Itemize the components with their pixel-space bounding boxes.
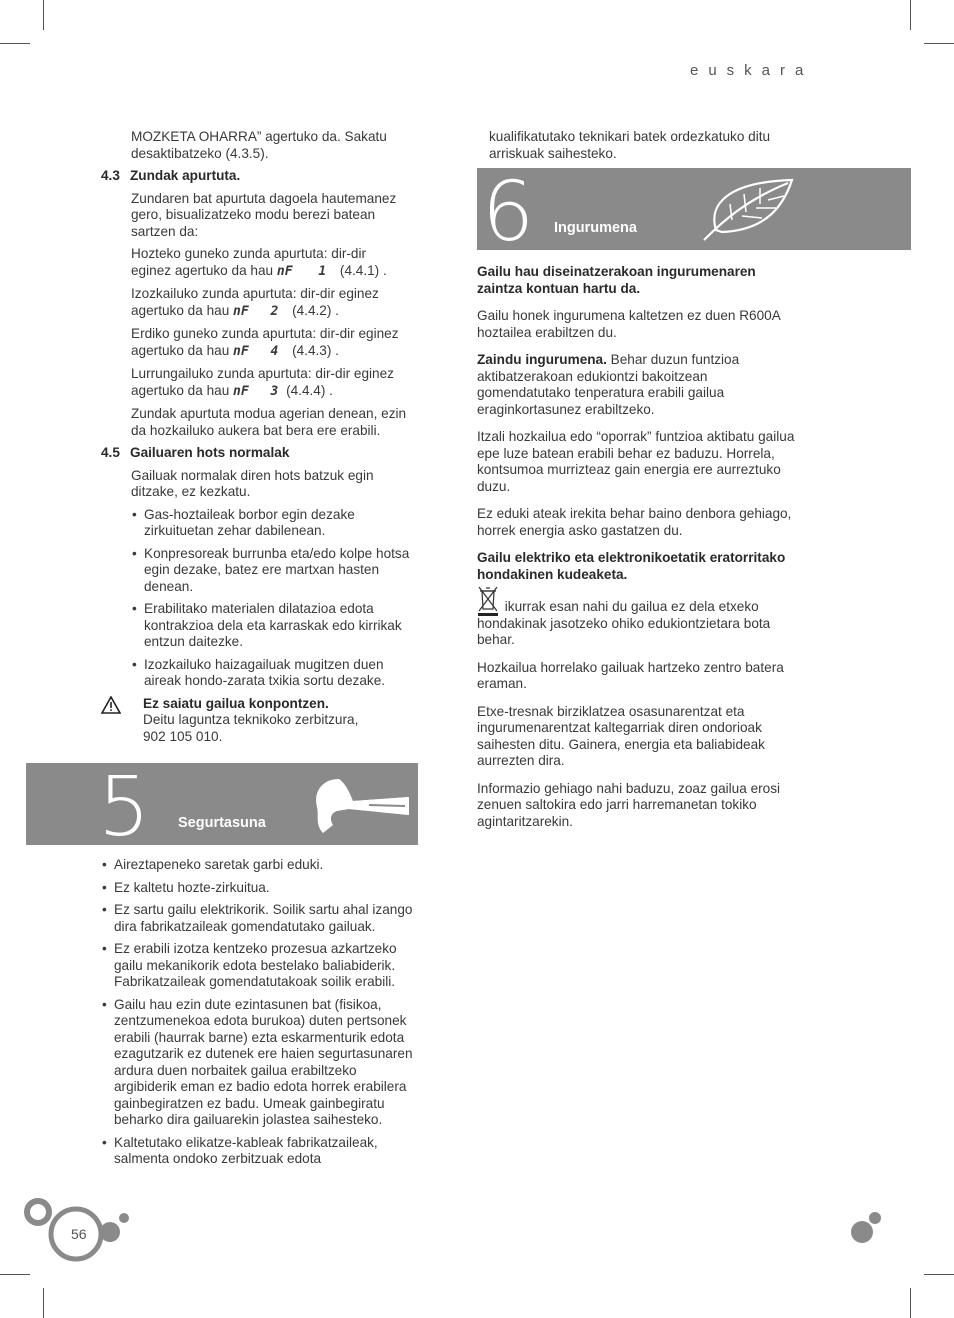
display-code-prefix: nF	[233, 303, 249, 319]
crop-mark	[0, 1274, 30, 1275]
warning-phone: 902 105 010.	[143, 728, 223, 744]
paragraph	[477, 352, 799, 418]
paragraph: Itzali hozkailua edo “oporrak” funtzioa aktibatu gailua epe luze batean erabili behar ez baduzu. Horrela, kontsumoa murrizteaz gain energia ere aurreztuko duzu.	[477, 429, 795, 494]
right-intro-block	[489, 129, 799, 168]
display-code-prefix: nF	[276, 263, 293, 279]
list-item: • Izozkailuko haizagailuak mugitzen duen aireak hondo-zarata txikia sortu dezake.	[131, 657, 421, 690]
probe-line-1: Izozkailuko zunda apurtuta: dir-dir eginez	[131, 286, 379, 301]
probe-line-2: agertuko da hau	[131, 302, 230, 318]
display-code-digit: 2	[270, 303, 279, 319]
list-item: • Erabilitako materialen dilatazioa edota kontrakzioa dela eta karraskak edo kirrikak entzun daitezke.	[131, 601, 421, 651]
warning-title: Ez saiatu gailua konpontzen.	[143, 695, 329, 711]
crop-mark	[43, 0, 44, 30]
paragraph: Gailuak normalak diren hots batzuk egin ditzake, ez kezkatu.	[131, 467, 374, 499]
list-item: • Ez kaltetu hozte-zirkuitua.	[101, 880, 421, 897]
list-item: • Aireztapeneko saretak garbi eduki.	[101, 857, 421, 874]
probe-line-2: eginez agertuko da hau	[131, 262, 274, 278]
probe-line-1: Lurrungailuko zunda apurtuta: dir-dir eginez	[131, 366, 394, 381]
left-column	[101, 129, 421, 745]
left-intro: MOZKETA OHARRA” agertuko da. Sakatu desaktibatzeko (4.3.5).	[131, 129, 387, 161]
section-title: Ingurumena	[554, 220, 637, 236]
warning-note	[101, 696, 421, 746]
crop-mark	[924, 1274, 954, 1275]
paragraph: Zundak apurtuta modua agerian denean, ezin da hozkailuko aukera bat bera ere erabili.	[131, 406, 407, 438]
probe-ref: (4.4.2) .	[292, 302, 339, 318]
display-code-prefix: nF	[233, 343, 249, 359]
right-column	[477, 264, 799, 836]
crop-mark	[910, 1288, 911, 1318]
crop-mark	[43, 1288, 44, 1318]
page-number: 56	[71, 1226, 87, 1242]
probe-item	[131, 286, 421, 320]
probe-ref: (4.4.4) .	[286, 382, 333, 398]
list-item: • Gailu hau ezin dute ezintasunen bat (fisikoa, zentzumenekoa edota burukoa) duten pertsonek erabili (haurrak barne) ezta eskarmenturik edota ezagutzarik ez dutenek ere haien segurtasunaren ardura duen norbaitek gailua erabiltzeko argibiderik eman ez badio edota horrek erabilera gainbegiratzen ez badu. Umeak gainbegiratu beharko dira gailuarekin jolastea saihesteko.	[101, 997, 421, 1129]
paragraph-rest: Behar duzun funtzioa aktibatzerakoan edukiontzi bakoitzean gomendatutako tenperatura erabili gailua eraginkortasunez erabiltzeko.	[477, 352, 740, 417]
paragraph: Etxe-tresnak birziklatzea osasunarentzat eta ingurumenarentzat kaltegarriak diren ondorioak saihesten ditu. Gainera, energia eta baliabideak aurrezten dira.	[477, 703, 765, 768]
probe-line-2: agertuko da hau	[131, 342, 230, 358]
footer-decoration-right	[848, 1208, 884, 1248]
weee-bin-icon	[477, 585, 499, 617]
probe-item	[131, 326, 421, 360]
display-code-digit: 1	[318, 263, 327, 279]
section-title: Gailuaren hots normalak	[130, 445, 290, 460]
list-item: • Gas-hoztaileak borbor egin dezake zirkuituetan zehar dabilenean.	[131, 507, 421, 540]
display-code-digit: 3	[270, 383, 279, 399]
probe-ref: (4.4.3) .	[292, 342, 339, 358]
section-number: 4.3	[101, 168, 120, 183]
section-5-band	[26, 763, 418, 845]
probe-item	[131, 366, 421, 400]
display-code-digit: 4	[270, 343, 279, 359]
right-intro: kualifikatutako teknikari batek ordezkatuko ditu arriskuak saihesteko.	[489, 129, 771, 161]
paragraph-lead: Zaindu ingurumena.	[477, 352, 607, 367]
list-item: • Konpresoreak burrunba eta/edo kolpe hotsa egin dezake, batez ere martxan hasten denean.	[131, 546, 421, 596]
warning-line: Deitu laguntza teknikoko zerbitzura,	[143, 712, 359, 727]
probe-list	[101, 246, 421, 400]
paragraph: Informazio gehiago nahi baduzu, zoaz gailua erosi zenuen saltokira edo jarri harremanetan tokiko agintaritzarekin.	[477, 780, 781, 829]
section-6-band	[477, 168, 911, 250]
section-number: 4.5	[101, 445, 120, 460]
list-item: • Ez sartu gailu elektrikorik. Soilik sartu ahal izango dira fabrikatzaileak gomendatutako gailuak.	[101, 902, 421, 935]
paragraph-bold: Gailu elektriko eta elektronikoetatik eratorritako hondakinen kudeaketa.	[477, 550, 786, 582]
probe-line-1: Erdiko guneko zunda apurtuta: dir-dir eginez	[131, 326, 399, 341]
probe-line-1: Hozteko guneko zunda apurtuta: dir-dir	[131, 246, 367, 261]
safety-list	[101, 857, 421, 1174]
section-4-3-heading	[101, 168, 421, 185]
probe-item	[131, 246, 421, 280]
section-number-large: 6	[482, 168, 535, 250]
crop-mark	[910, 0, 911, 30]
weee-text: ikurrak esan nahi du gailua ez dela etxeko hondakinak jasotzeko ohiko edukiontzietara bota behar.	[477, 599, 771, 647]
paragraph: Zundaren bat apurtuta dagoela hautemanez gero, bisualizatzeko modu berezi batean sartzen da:	[131, 190, 397, 239]
list-item: • Ez erabili izotza kentzeko prozesua azkartzeko gailu mekanikorik edota bestelako baliabiderik. Fabrikatzaileak gomendatutakoak soilik erabili.	[101, 941, 421, 991]
section-number-large: 5	[98, 763, 151, 845]
crop-mark	[924, 43, 954, 44]
warning-icon	[101, 696, 121, 714]
noise-bullet-list	[101, 507, 421, 690]
probe-ref: (4.4.1) .	[339, 262, 387, 278]
wrench-icon	[309, 775, 409, 837]
paragraph	[477, 587, 799, 649]
language-label: euskara	[690, 62, 814, 79]
list-item: • Kaltetutako elikatze-kableak fabrikatzaileak, salmenta ondoko zerbitzuak edota	[101, 1135, 421, 1168]
display-code-prefix: nF	[233, 383, 249, 399]
probe-line-2: agertuko da hau	[131, 382, 230, 398]
section-title: Zundak apurtuta.	[130, 168, 241, 183]
paragraph: Gailu honek ingurumena kaltetzen ez duen R600A hoztailea erabiltzen du.	[477, 308, 781, 340]
paragraph: Hozkailua horrelako gailuak hartzeko zentro batera eraman.	[477, 659, 784, 691]
paragraph-bold: Gailu hau diseinatzerakoan ingurumenaren zaintza kontuan hartu da.	[477, 264, 756, 296]
leaf-icon	[702, 174, 797, 242]
paragraph: Ez eduki ateak irekita behar baino denbora gehiago, horrek energia asko gastatzen du.	[477, 506, 792, 538]
crop-mark	[0, 43, 30, 44]
section-title: Segurtasuna	[178, 815, 266, 831]
section-4-5-heading	[101, 445, 421, 462]
